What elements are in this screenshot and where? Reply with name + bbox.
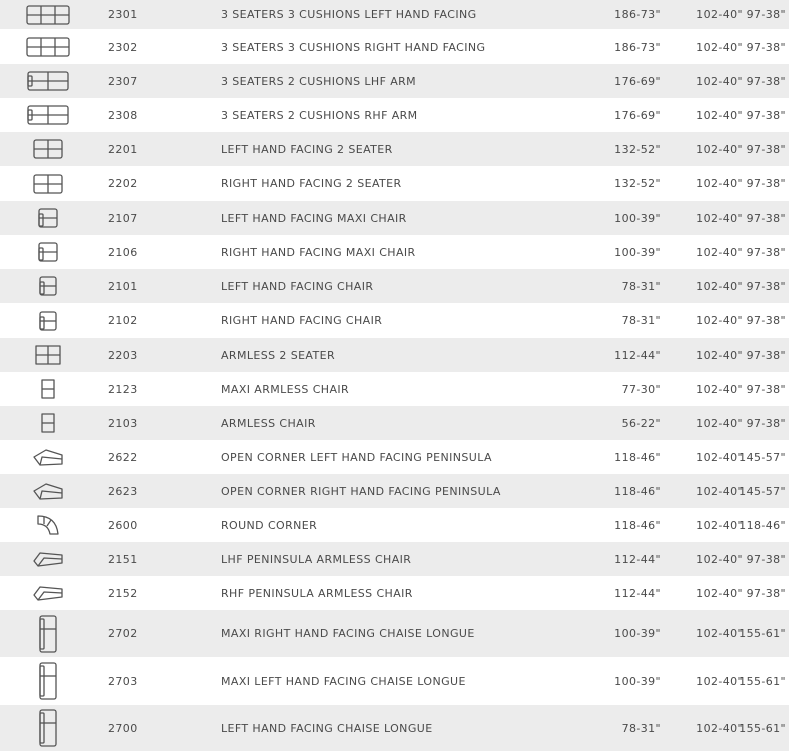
depth-value: 102-40" [696, 721, 743, 735]
chaise-longue-icon [20, 657, 76, 705]
height-value: 97-38" [746, 74, 786, 88]
width-value: 176-69" [614, 108, 661, 122]
product-description: MAXI ARMLESS CHAIR [221, 382, 350, 396]
depth-value: 102-40" [696, 416, 743, 430]
width-value: 112-44" [614, 348, 661, 362]
height-value: 145-57" [739, 450, 786, 464]
height-value: 118-46" [739, 518, 786, 532]
chair-icon [20, 269, 76, 303]
product-code: 2302 [108, 40, 138, 54]
depth-value: 102-40" [696, 211, 743, 225]
table-row [0, 64, 789, 98]
product-description: 3 SEATERS 3 CUSHIONS RIGHT HAND FACING [221, 40, 486, 54]
product-description: ARMLESS 2 SEATER [221, 348, 336, 362]
width-value: 78-31" [621, 721, 661, 735]
depth-value: 102-40" [696, 382, 743, 396]
depth-value: 102-40" [696, 518, 743, 532]
width-value: 186-73" [614, 40, 661, 54]
depth-value: 102-40" [696, 627, 743, 640]
product-description: LEFT HAND FACING 2 SEATER [221, 142, 393, 156]
depth-value: 102-40" [696, 8, 743, 21]
armless-chair-icon [20, 406, 76, 440]
table-row [0, 269, 789, 303]
height-value: 97-38" [746, 40, 786, 54]
product-description: OPEN CORNER RIGHT HAND FACING PENINSULA [221, 484, 501, 498]
width-value: 132-52" [614, 177, 661, 190]
depth-value: 102-40" [696, 245, 743, 259]
table-row [0, 406, 789, 440]
height-value: 97-38" [746, 552, 786, 566]
armless-2-seat-icon [20, 338, 76, 372]
product-code: 2307 [108, 74, 138, 88]
table-row [0, 610, 789, 657]
maxi-chair-icon [20, 235, 76, 269]
2-seat-sofa-icon [20, 132, 76, 166]
depth-value: 102-40" [696, 484, 743, 498]
width-value: 100-39" [614, 627, 661, 640]
height-value: 97-38" [746, 586, 786, 600]
product-code: 2700 [108, 721, 138, 735]
product-description: ARMLESS CHAIR [221, 416, 316, 430]
chair-icon [20, 303, 76, 338]
table-row [0, 303, 789, 338]
depth-value: 102-40" [696, 314, 743, 327]
product-description: LHF PENINSULA ARMLESS CHAIR [221, 552, 412, 566]
table-row [0, 474, 789, 508]
product-code: 2151 [108, 552, 138, 566]
product-code: 2101 [108, 279, 138, 293]
table-row [0, 508, 789, 542]
width-value: 112-44" [614, 586, 661, 600]
depth-value: 102-40" [696, 450, 743, 464]
product-code: 2103 [108, 416, 138, 430]
product-description: 3 SEATERS 3 CUSHIONS LEFT HAND FACING [221, 8, 477, 21]
corner-peninsula-icon [20, 440, 76, 474]
product-code: 2600 [108, 518, 138, 532]
width-value: 77-30" [621, 382, 661, 396]
height-value: 145-57" [739, 484, 786, 498]
depth-value: 102-40" [696, 674, 743, 688]
width-value: 112-44" [614, 552, 661, 566]
height-value: 97-38" [746, 177, 786, 190]
product-description: RIGHT HAND FACING 2 SEATER [221, 177, 402, 190]
product-code: 2102 [108, 314, 138, 327]
depth-value: 102-40" [696, 552, 743, 566]
product-description: MAXI LEFT HAND FACING CHAISE LONGUE [221, 674, 466, 688]
product-description: RHF PENINSULA ARMLESS CHAIR [221, 586, 413, 600]
product-description: RIGHT HAND FACING CHAIR [221, 314, 383, 327]
width-value: 100-39" [614, 245, 661, 259]
product-description: RIGHT HAND FACING MAXI CHAIR [221, 245, 416, 259]
width-value: 118-46" [614, 484, 661, 498]
height-value: 155-61" [739, 627, 786, 640]
2-cushion-sofa-icon [20, 64, 76, 98]
width-value: 186-73" [614, 8, 661, 21]
product-code: 2107 [108, 211, 138, 225]
product-description: LEFT HAND FACING CHAISE LONGUE [221, 721, 433, 735]
chaise-longue-icon [20, 705, 76, 751]
product-code: 2203 [108, 348, 138, 362]
table-row [0, 201, 789, 235]
table-row [0, 440, 789, 474]
product-code: 2308 [108, 108, 138, 122]
depth-value: 102-40" [696, 108, 743, 122]
height-value: 97-38" [746, 8, 786, 21]
table-row [0, 338, 789, 372]
chaise-longue-icon [20, 610, 76, 657]
2-cushion-sofa-icon [20, 98, 76, 132]
2-seat-sofa-icon [20, 166, 76, 201]
table-row [0, 542, 789, 576]
table-row [0, 132, 789, 166]
height-value: 97-38" [746, 382, 786, 396]
table-row [0, 705, 789, 751]
corner-peninsula-icon [20, 474, 76, 508]
peninsula-chair-icon [20, 576, 76, 610]
width-value: 100-39" [614, 211, 661, 225]
depth-value: 102-40" [696, 40, 743, 54]
table-row [0, 30, 789, 64]
table-row [0, 0, 789, 29]
width-value: 118-46" [614, 450, 661, 464]
peninsula-chair-icon [20, 542, 76, 576]
height-value: 97-38" [746, 142, 786, 156]
height-value: 155-61" [739, 721, 786, 735]
table-row [0, 576, 789, 610]
height-value: 155-61" [739, 674, 786, 688]
product-code: 2623 [108, 484, 138, 498]
round-corner-icon [20, 508, 76, 542]
width-value: 176-69" [614, 74, 661, 88]
product-description: LEFT HAND FACING CHAIR [221, 279, 374, 293]
width-value: 78-31" [621, 279, 661, 293]
product-code: 2703 [108, 674, 138, 688]
product-description: ROUND CORNER [221, 518, 318, 532]
product-description: MAXI RIGHT HAND FACING CHAISE LONGUE [221, 627, 475, 640]
depth-value: 102-40" [696, 177, 743, 190]
product-description: OPEN CORNER LEFT HAND FACING PENINSULA [221, 450, 492, 464]
table-row [0, 98, 789, 132]
depth-value: 102-40" [696, 279, 743, 293]
height-value: 97-38" [746, 348, 786, 362]
depth-value: 102-40" [696, 348, 743, 362]
table-row [0, 372, 789, 406]
height-value: 97-38" [746, 211, 786, 225]
product-code: 2202 [108, 177, 138, 190]
height-value: 97-38" [746, 314, 786, 327]
product-code: 2106 [108, 245, 138, 259]
depth-value: 102-40" [696, 74, 743, 88]
width-value: 118-46" [614, 518, 661, 532]
height-value: 97-38" [746, 245, 786, 259]
depth-value: 102-40" [696, 142, 743, 156]
depth-value: 102-40" [696, 586, 743, 600]
3-seat-sofa-icon [20, 30, 76, 64]
product-description: 3 SEATERS 2 CUSHIONS RHF ARM [221, 108, 418, 122]
table-row [0, 235, 789, 269]
product-code: 2702 [108, 627, 138, 640]
width-value: 100-39" [614, 674, 661, 688]
width-value: 56-22" [621, 416, 661, 430]
product-code: 2152 [108, 586, 138, 600]
3-seat-sofa-icon [20, 0, 76, 29]
maxi-chair-icon [20, 201, 76, 235]
product-code: 2201 [108, 142, 138, 156]
width-value: 78-31" [621, 314, 661, 327]
product-description: 3 SEATERS 2 CUSHIONS LHF ARM [221, 74, 417, 88]
height-value: 97-38" [746, 279, 786, 293]
width-value: 132-52" [614, 142, 661, 156]
product-description: LEFT HAND FACING MAXI CHAIR [221, 211, 407, 225]
height-value: 97-38" [746, 416, 786, 430]
table-row [0, 657, 789, 705]
armless-chair-icon [20, 372, 76, 406]
product-code: 2622 [108, 450, 138, 464]
product-code: 2123 [108, 382, 138, 396]
height-value: 97-38" [746, 108, 786, 122]
table-row [0, 166, 789, 201]
product-code: 2301 [108, 8, 138, 21]
